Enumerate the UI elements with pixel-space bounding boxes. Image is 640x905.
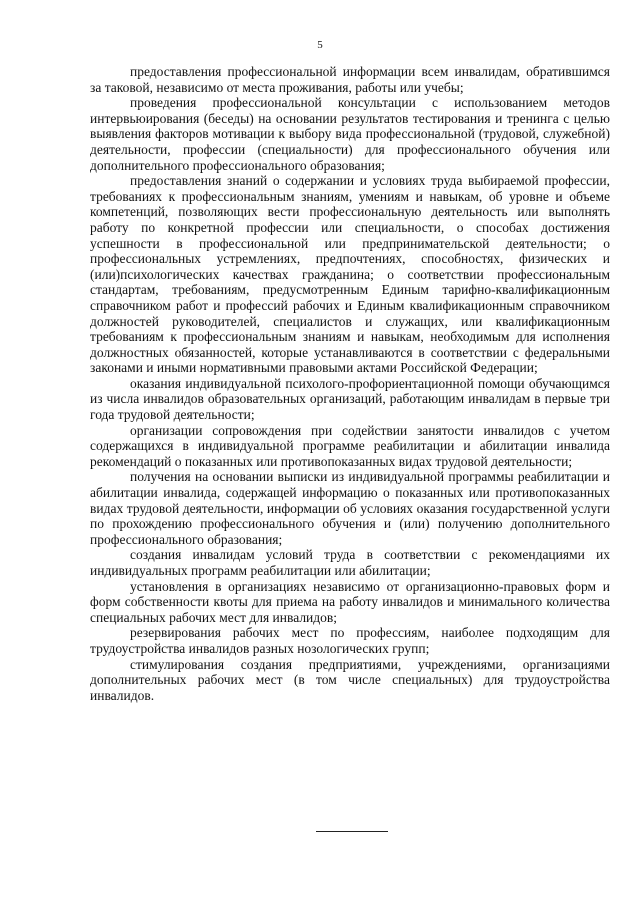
paragraph: получения на основании выписки из индивидуальной программы реабилитации и абилитации инвалида, содержащей информацию о показанных или противопоказанных видах трудовой деятельности, информации об условиях оказания государственной услуги по прохождению профессионального обучения и (или) получению дополнительного профессионального образования; [90, 469, 610, 547]
paragraph: резервирования рабочих мест по профессиям, наиболее подходящим для трудоустройства инвалидов разных нозологических групп; [90, 625, 610, 656]
paragraph: оказания индивидуальной психолого-профориентационной помощи обучающимся из числа инвалидов образовательных организаций, работающим инвалидам в первые три года трудовой деятельности; [90, 375, 610, 423]
document-body [90, 64, 610, 703]
paragraph: организации сопровождения при содействии занятости инвалидов с учетом содержащихся в индивидуальной программе реабилитации и абилитации инвалида рекомендаций о показанных или противопоказанных видах трудовой деятельности; [90, 422, 610, 469]
paragraph: проведения профессиональной консультации с использованием методов интервьюирования (беседы) на основании результатов тестирования и тренинга с целью выявления факторов мотивации к выбору вида профессиональной (трудовой, служебной) деятельности, профессии (специальности) для профессионального обучения или дополнительного профессионального образования; [90, 95, 610, 173]
paragraph: установления в организациях независимо от организационно-правовых форм и форм собственности квоты для приема на работу инвалидов и минимального количества специальных рабочих мест для инвалидов; [90, 578, 610, 625]
page-number: 5 [317, 39, 323, 51]
paragraph: стимулирования создания предприятиями, учреждениями, организациями дополнительных рабочих мест (в том числе специальных) для трудоустройства инвалидов. [90, 656, 610, 703]
end-of-document-rule [316, 831, 388, 832]
paragraph: предоставления профессиональной информации всем инвалидам, обратившимся за таковой, независимо от места проживания, работы или учебы; [90, 64, 610, 95]
paragraph: предоставления знаний о содержании и условиях труда выбираемой профессии, требованиях к профессиональным знаниям, умениям и навыкам, об уровне и объеме компетенций, позволяющих вести профессиональную деятельность или выполнять работу по конкретной профессии или специальности, о способах достижения успешности в профессиональной или предпринимательской деятельности; о профессиональных устремлениях, предпочтениях, способностях, физических и (или)психологических качествах гражданина; о соответствии профессиональным стандартам, требованиям, предусмотренным Единым тарифно-квалификационным справочником работ и профессий рабочих и Единым квалификационным справочником должностей руководителей, специалистов и служащих, или квалификационным требованиям к профессиональным знаниям и навыкам, необходимым для исполнения должностных обязанностей, которые устанавливаются в соответствии с федеральными законами и иными нормативными правовыми актами Российской Федерации; [90, 173, 610, 376]
paragraph: создания инвалидам условий труда в соответствии с рекомендациями их индивидуальных программ реабилитации или абилитации; [90, 547, 610, 578]
